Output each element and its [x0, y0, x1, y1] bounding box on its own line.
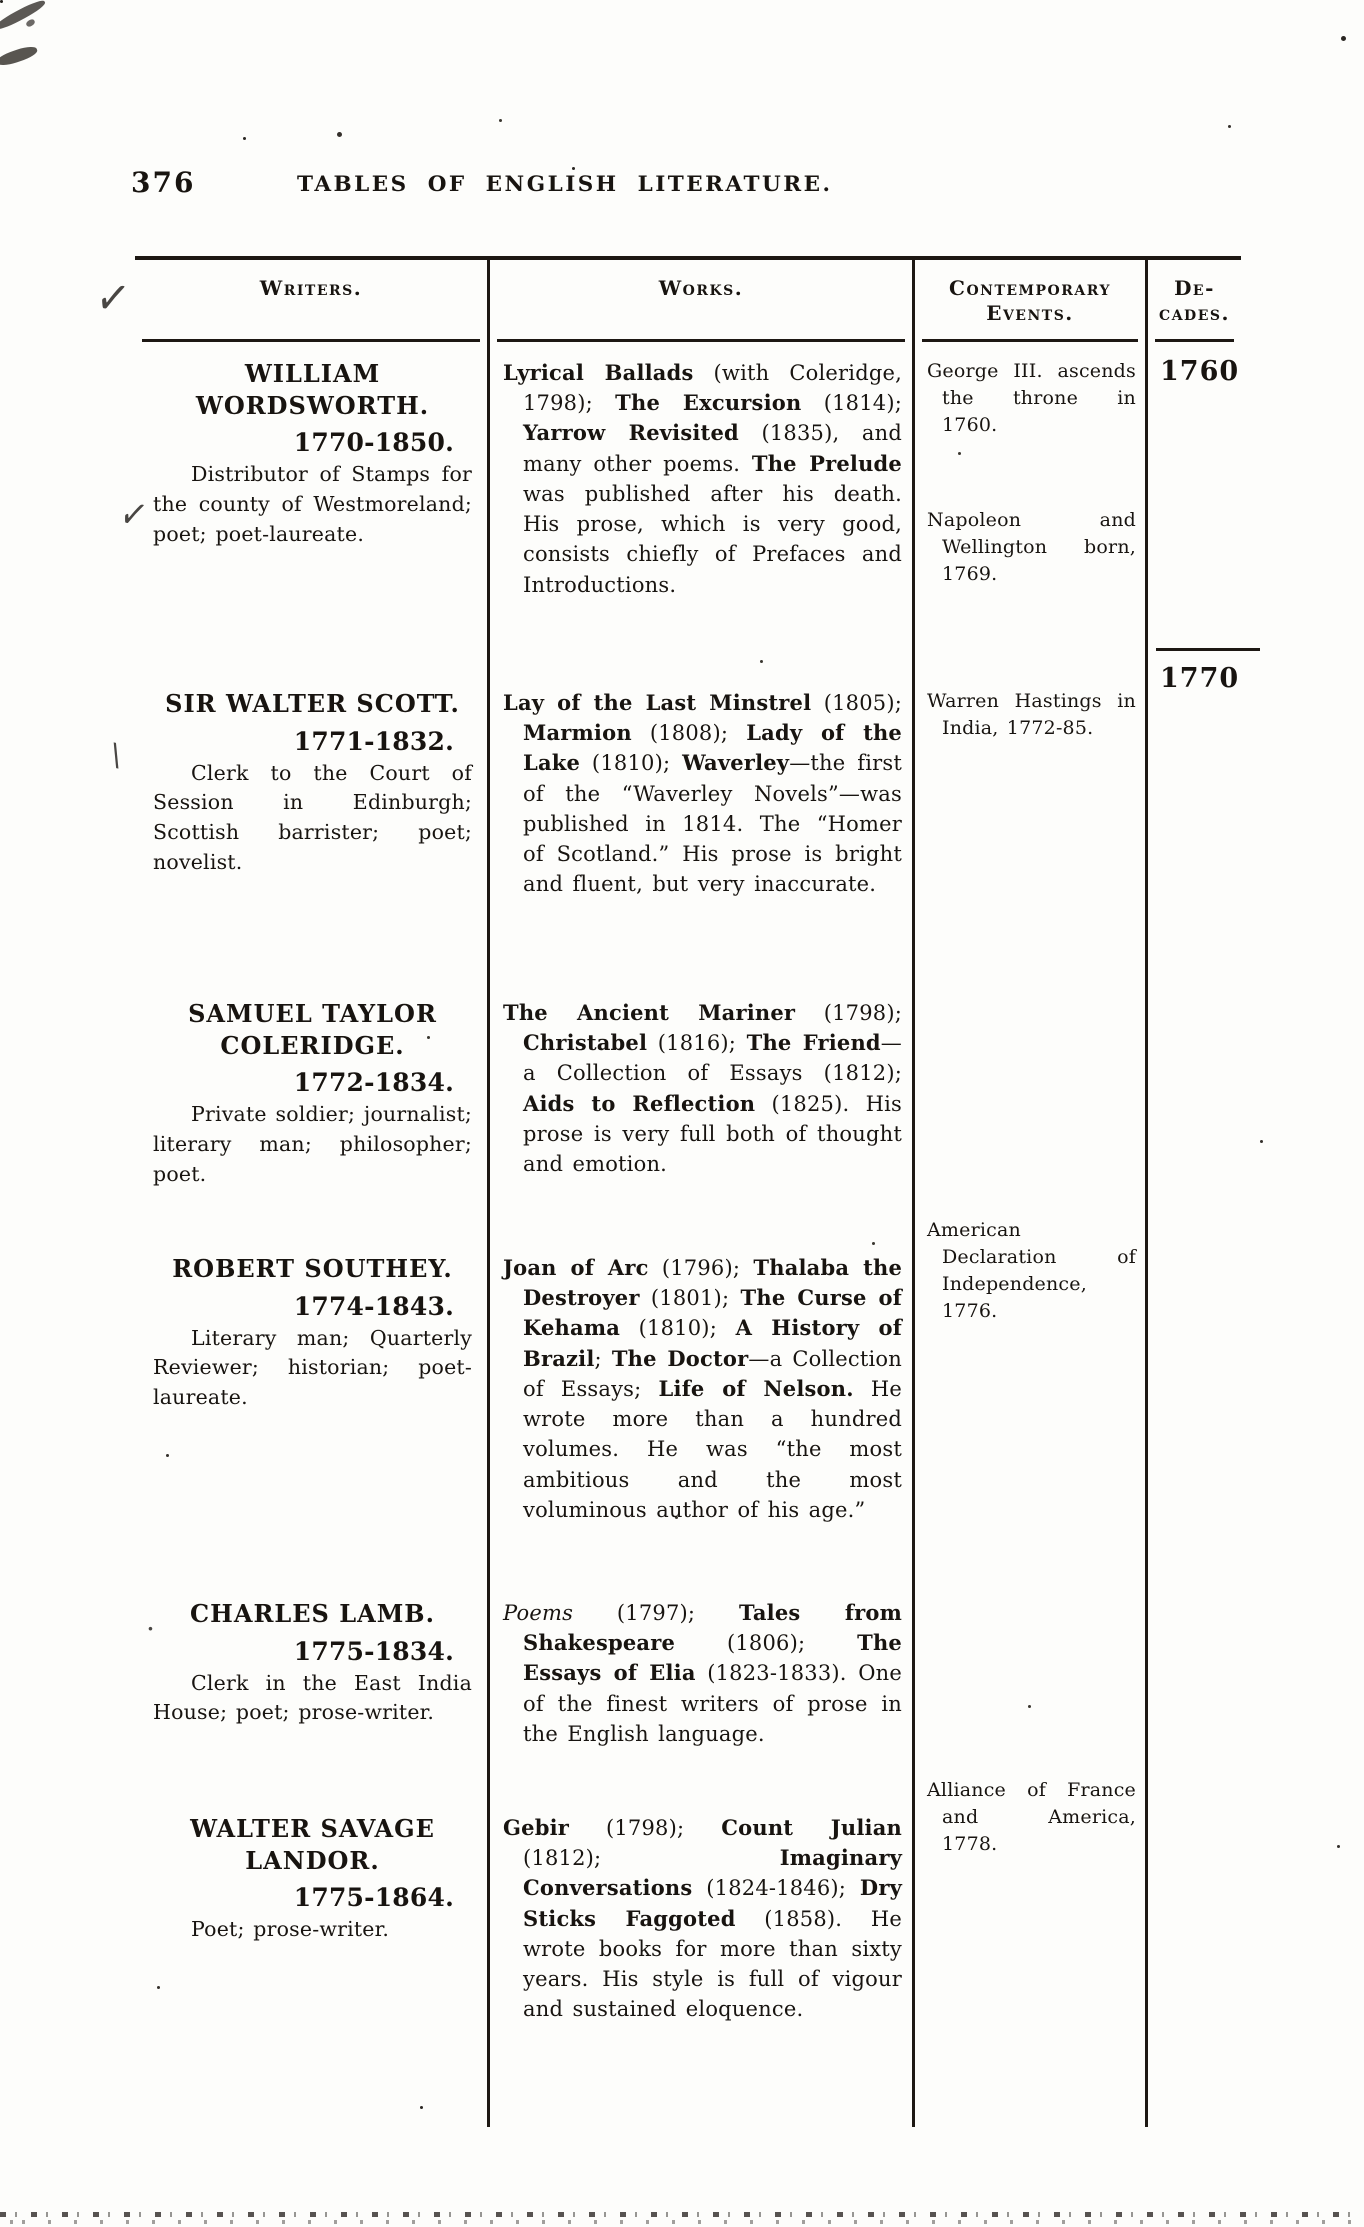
column-header-label: Events. — [986, 301, 1074, 325]
events-cell — [915, 672, 1148, 982]
column-header-decades — [1148, 260, 1241, 342]
events-cell — [915, 1779, 1148, 2127]
writer-name: ROBERT SOUTHEY. — [172, 1254, 453, 1283]
writer-name: CHARLES LAMB. — [190, 1599, 435, 1628]
event-text: Napoleon and Wellington born, 1769. — [927, 508, 1136, 585]
column-header-label: Writers. — [259, 276, 363, 300]
events-cell — [915, 982, 1148, 1237]
event-text: Alliance of France and America, 1778. — [927, 1779, 1136, 1855]
table-row-landor — [135, 1779, 1241, 2127]
works-text: Gebir (1798); Count Julian (1812); Imaginary Conversations (1824-1846); Dry Sticks Faggoted (1858). He wrote books for more than sixty years. His style is full of vigour and sustained eloquence. — [503, 1815, 903, 2022]
scan-noise-band — [0, 2208, 1364, 2225]
works-cell — [490, 672, 915, 982]
writer-name: SIR WALTER SCOTT. — [165, 689, 460, 718]
writer-description: Clerk in the East India House; poet; prose-writer. — [153, 1670, 472, 1725]
works-cell — [490, 342, 915, 672]
decade-cell — [1148, 1582, 1241, 1797]
page-title: TABLES OF ENGLISH LITERATURE. — [297, 172, 833, 197]
decade-marker — [1160, 648, 1241, 694]
table-row-scott — [135, 663, 1241, 982]
writer-description: Private soldier; journalist; literary man; philosopher; poet. — [153, 1102, 472, 1186]
handwritten-mark: \ — [107, 737, 125, 774]
page-number: 376 — [131, 166, 196, 199]
decade-label: 1760 — [1160, 356, 1240, 387]
writer-dates: 1772-1834. — [293, 1068, 454, 1098]
writer-dates: 1775-1834. — [293, 1636, 454, 1666]
writer-description: Distributor of Stamps for the county of Westmoreland; poet; poet-laureate. — [153, 462, 472, 546]
works-text: Poems (1797); Tales from Shakespeare (1806); The Essays of Elia (1823-1833). One of the finest writers of prose in the English language. — [503, 1600, 902, 1746]
writer-description: Poet; prose-writer. — [191, 1917, 390, 1942]
writer-dates: 1774-1843. — [293, 1291, 454, 1321]
works-cell — [490, 1797, 915, 2127]
writer-cell — [135, 1582, 490, 1797]
decade-cell — [1148, 982, 1241, 1237]
table-row-wordsworth — [135, 342, 1241, 672]
event-text: Warren Hastings in India, 1772-85. — [927, 690, 1136, 739]
column-header-label: cades. — [1159, 301, 1230, 325]
writer-name: WILLIAM WORDSWORTH. — [195, 359, 430, 420]
decade-cell — [1148, 1797, 1241, 2127]
column-header-writers — [135, 260, 490, 342]
writer-cell — [135, 1237, 490, 1582]
works-text: Lay of the Last Minstrel (1805); Marmion (1808); Lady of the Lake (1810); Waverley—the first of the “Waverley Novels”—was published in 1814. The “Homer of Scotland.” His prose is bright and fluent, but very inaccurate. — [503, 690, 902, 897]
table-header-row — [135, 260, 1241, 342]
writer-description: Clerk to the Court of Session in Edinburgh; Scottish barrister; poet; novelist. — [153, 760, 472, 874]
events-cell — [915, 342, 1148, 672]
scan-speckles — [0, 0, 3, 3]
works-cell — [490, 982, 915, 1237]
column-header-label: De- — [1174, 276, 1215, 300]
writer-dates: 1775-1864. — [293, 1883, 454, 1913]
events-cell — [915, 1582, 1148, 1797]
decade-cell — [1148, 1237, 1241, 1582]
writer-dates: 1771-1832. — [293, 726, 454, 756]
writer-dates: 1770-1850. — [293, 428, 454, 458]
works-text: Lyrical Ballads (with Coleridge, 1798); The Excursion (1814); Yarrow Revisited (1835), and many other poems. The Prelude was published after his death. His prose, which is very good, consists chiefly of Prefaces and Introductions. — [503, 360, 902, 597]
table-row-southey — [135, 1219, 1241, 1582]
decade-label: 1770 — [1160, 663, 1240, 694]
decade-marker — [1160, 356, 1241, 387]
works-text: Joan of Arc (1796); Thalaba the Destroyer (1801); The Curse of Kehama (1810); A History of Brazil; The Doctor—a Collection of Essays; Life of Nelson. He wrote more than a hundred volumes. He was “the most ambitious and the most voluminous author of his age.” — [503, 1255, 903, 1522]
scan-smudge — [25, 18, 36, 28]
table-row-coleridge — [135, 982, 1241, 1237]
handwritten-mark: ✓ — [92, 268, 134, 328]
column-header-label: Contemporary — [949, 276, 1111, 300]
column-header-works — [490, 260, 915, 342]
scan-smudge — [0, 0, 47, 33]
works-text: The Ancient Mariner (1798); Christabel (1816); The Friend—a Collection of Essays (1812); Aids to Reflection (1825). His prose is very full both of thought and emotion. — [503, 1000, 902, 1177]
works-cell — [490, 1237, 915, 1582]
decade-cell — [1148, 342, 1241, 672]
writer-cell — [135, 982, 490, 1237]
decade-cell — [1148, 663, 1241, 982]
table-row-lamb — [135, 1582, 1241, 1797]
event-text: George III. ascends the throne in 1760. — [927, 360, 1136, 436]
writer-description: Literary man; Quarterly Reviewer; historian; poet-laureate. — [153, 1325, 472, 1410]
writer-name: SAMUEL TAYLOR COLERIDGE. — [188, 999, 437, 1060]
scan-smudge — [0, 44, 39, 68]
handwritten-mark: . — [146, 1604, 156, 1637]
writer-cell — [135, 342, 490, 672]
literature-table — [135, 256, 1241, 2127]
event-text: American Declaration of Independence, 1776. — [927, 1219, 1136, 1322]
decade-divider-line — [1156, 648, 1260, 651]
column-header-label: Works. — [658, 276, 744, 300]
writer-cell — [135, 1797, 490, 2127]
events-cell — [915, 1219, 1148, 1582]
column-header-events — [915, 260, 1148, 342]
works-cell — [490, 1582, 915, 1797]
writer-cell — [135, 672, 490, 982]
handwritten-mark: ✓ — [115, 489, 152, 542]
writer-name: WALTER SAVAGE LANDOR. — [190, 1814, 435, 1875]
